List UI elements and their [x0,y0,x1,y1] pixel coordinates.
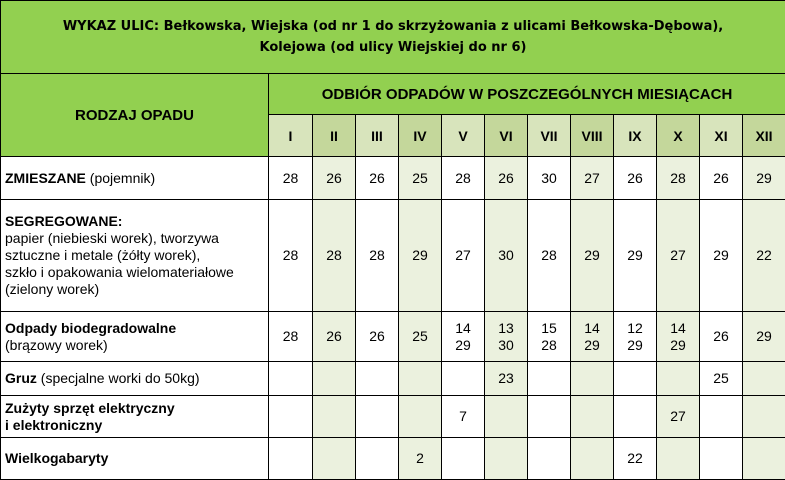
pickup-day: 29 [756,328,772,344]
pickup-day: 27 [455,247,471,263]
month-header-xi: XI [700,115,743,157]
pickup-day: 26 [326,169,342,186]
waste-type-header: RODZAJ OPADU [1,74,269,157]
pickup-day-cell [657,312,700,362]
pickup-day-cell [657,157,700,200]
pickup-day: 14 [670,319,686,336]
pickup-day-cell [442,396,485,438]
pickup-day-cell [442,157,485,200]
table-row [1,396,785,438]
pickup-day-cell [700,200,743,312]
months-header: ODBIÓR ODPADÓW W POSZCZEGÓLNYCH MIESIĄCACH [269,74,785,115]
pickup-day-cell [571,312,614,362]
pickup-day-cell [743,312,785,362]
month-header-xii: XII [743,115,785,157]
pickup-day-cell [657,200,700,312]
pickup-day-cell [313,438,356,480]
pickup-day: 22 [627,450,643,466]
waste-type-cell [1,396,269,438]
pickup-day: 29 [584,336,600,353]
waste-type-name: Odpady biodegradowalne [5,319,177,336]
pickup-day: 28 [326,247,342,263]
pickup-day: 29 [670,336,686,353]
pickup-day-cell [528,200,571,312]
pickup-day-cell [356,312,399,362]
month-header-vii: VII [528,115,571,157]
pickup-day-cell [700,157,743,200]
pickup-day: 26 [713,328,729,344]
waste-type-cell [1,157,269,200]
pickup-day: 29 [756,169,772,186]
pickup-day-cell [442,438,485,480]
pickup-day-cell [743,200,785,312]
title-line-1: WYKAZ ULIC: Bełkowska, Wiejska (od nr 1 do skrzyżowania z ulicami Bełkowska-Dębowa), [62,19,724,34]
pickup-day: 29 [584,247,600,263]
pickup-day-cell [269,157,313,200]
table-row [1,157,785,200]
pickup-day-cell [485,438,528,480]
pickup-day-cell [269,396,313,438]
pickup-day-cell [399,157,442,200]
waste-type-desc-line: sztuczne i metale (żółty worek), [5,247,201,263]
pickup-day-cell [485,200,528,312]
table-row [1,362,785,396]
month-header-i: I [269,115,313,157]
pickup-day: 27 [670,247,686,263]
pickup-day: 26 [326,328,342,344]
month-header-vi: VI [485,115,528,157]
waste-type-desc-line: (zielony worek) [5,281,100,297]
pickup-day: 14 [584,319,600,336]
pickup-day: 12 [627,319,643,336]
pickup-day-cell [269,312,313,362]
pickup-day-cell [356,157,399,200]
month-header-iv: IV [399,115,442,157]
pickup-day-cell [356,362,399,396]
pickup-day: 23 [498,370,514,386]
table-row [1,200,785,312]
pickup-day: 13 [498,319,514,336]
pickup-day: 29 [627,247,643,263]
pickup-day-cell [399,200,442,312]
pickup-day: 28 [282,169,299,186]
pickup-day-cell [743,438,785,480]
pickup-day-cell [571,438,614,480]
pickup-day: 29 [713,247,729,263]
title-line-2: Kolejowa (od ulicy Wiejskiej do nr 6) [259,40,527,55]
month-header-viii: VIII [571,115,614,157]
pickup-day: 28 [282,247,299,263]
pickup-day: 28 [455,169,471,186]
pickup-day: 28 [369,247,385,263]
pickup-day-cell [614,438,657,480]
pickup-day: 25 [412,169,428,186]
pickup-day-cell [356,438,399,480]
pickup-day-cell [614,200,657,312]
pickup-day-cell [743,362,785,396]
pickup-day-cell [356,200,399,312]
month-header-ix: IX [614,115,657,157]
pickup-day-cell [571,200,614,312]
pickup-day-cell [528,312,571,362]
month-header-ii: II [313,115,356,157]
pickup-day: 2 [416,450,424,466]
table-row [1,312,785,362]
waste-type-name: Wielkogabaryty [5,450,109,466]
waste-type-cell [1,362,269,396]
waste-type-name-line2: i elektroniczny [5,416,103,433]
pickup-day-cell [700,312,743,362]
pickup-day: 22 [756,247,772,263]
pickup-day: 28 [670,169,686,186]
waste-type-desc-line: szkło i opakowania wielomateriałowe [5,264,234,280]
waste-type-cell [1,312,269,362]
pickup-day-cell [399,312,442,362]
pickup-day: 29 [627,336,643,353]
page-title [1,1,785,74]
pickup-day: 29 [455,336,471,353]
pickup-day-cell [657,362,700,396]
waste-type-cell [1,438,269,480]
month-header-v: V [442,115,485,157]
pickup-day-cell [571,157,614,200]
pickup-day-cell [700,396,743,438]
table-row [1,438,785,480]
pickup-day: 30 [498,336,514,353]
pickup-day: 29 [412,247,428,263]
pickup-day: 27 [584,169,600,186]
pickup-day: 28 [541,247,557,263]
pickup-day-cell [657,438,700,480]
pickup-day-cell [269,200,313,312]
pickup-day-cell [313,396,356,438]
pickup-day-cell [442,200,485,312]
pickup-day-cell [313,312,356,362]
title-row [1,1,785,74]
header-row [1,74,785,115]
pickup-day-cell [571,396,614,438]
pickup-day-cell [657,396,700,438]
pickup-day-cell [743,396,785,438]
pickup-day: 7 [459,408,467,424]
pickup-day: 26 [713,169,729,186]
pickup-day-cell [571,362,614,396]
pickup-day-cell [700,438,743,480]
pickup-day-cell [442,362,485,396]
pickup-day-cell [614,396,657,438]
pickup-day: 27 [670,408,686,424]
pickup-day: 14 [455,319,471,336]
pickup-day-cell [743,157,785,200]
pickup-day-cell [313,362,356,396]
pickup-day-cell [442,312,485,362]
pickup-day-cell [485,157,528,200]
pickup-day-cell [485,396,528,438]
pickup-day-cell [614,312,657,362]
pickup-day-cell [313,157,356,200]
waste-type-name: Zużyty sprzęt elektryczny [5,399,175,416]
pickup-day-cell [399,438,442,480]
pickup-day: 28 [541,336,557,353]
waste-type-name: ZMIESZANE [5,169,86,186]
pickup-day-cell [528,396,571,438]
pickup-day: 26 [627,169,643,186]
pickup-day-cell [399,396,442,438]
pickup-day: 26 [369,328,385,344]
pickup-day: 25 [412,328,428,344]
waste-type-desc-line: papier (niebieski worek), tworzywa [5,230,219,246]
pickup-day-cell [614,157,657,200]
pickup-day: 30 [498,247,514,263]
waste-type-cell [1,200,269,312]
pickup-day: 30 [541,169,557,186]
pickup-day-cell [528,438,571,480]
waste-type-name: SEGREGOWANE: [5,213,123,229]
waste-type-desc-line: (brązowy worek) [5,336,108,353]
pickup-day-cell [528,157,571,200]
pickup-day-cell [528,362,571,396]
month-header-x: X [657,115,700,157]
pickup-day-cell [356,396,399,438]
pickup-day-cell [269,362,313,396]
pickup-day: 28 [282,328,299,344]
waste-type-desc: (pojemnik) [85,169,156,186]
waste-type-desc: (specjalne worki do 50kg) [36,370,200,386]
pickup-day-cell [485,362,528,396]
pickup-day-cell [313,200,356,312]
pickup-day: 15 [541,319,557,336]
pickup-day-cell [700,362,743,396]
month-header-iii: III [356,115,399,157]
pickup-day-cell [614,362,657,396]
pickup-day-cell [269,438,313,480]
pickup-day-cell [399,362,442,396]
waste-type-name: Gruz [5,370,37,386]
pickup-day-cell [485,312,528,362]
pickup-day: 25 [713,370,729,386]
pickup-day: 26 [369,169,385,186]
pickup-day: 26 [498,169,514,186]
